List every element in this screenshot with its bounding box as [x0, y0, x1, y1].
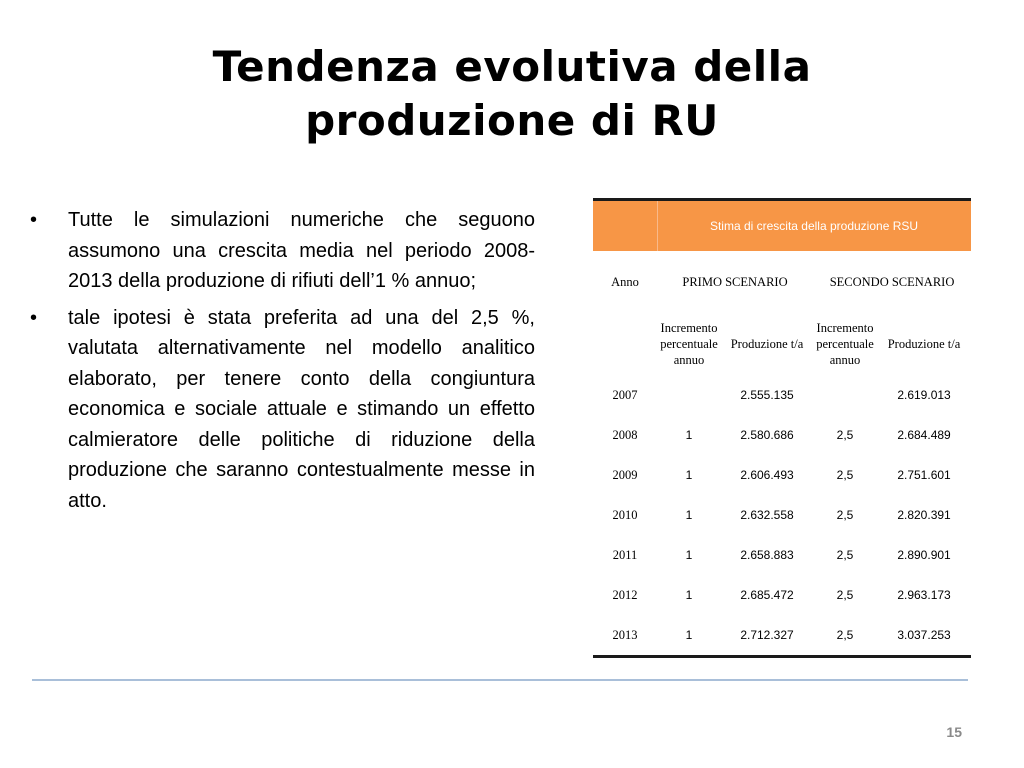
- cell-year: 2013: [612, 628, 638, 642]
- table-row: [593, 535, 971, 575]
- cell-increment-2: 2,5: [836, 628, 854, 642]
- cell-increment-1: 1: [685, 628, 693, 642]
- table-header-title: Stima di crescita della produzione RSU: [709, 219, 919, 233]
- cell-increment-2: 2,5: [836, 588, 854, 602]
- page-number: 15: [946, 724, 962, 740]
- scenario-2-header: SECONDO SCENARIO: [829, 275, 955, 289]
- table-header-band: [593, 201, 971, 251]
- cell-production-1: 2.632.558: [740, 508, 794, 522]
- bullet-item: [30, 303, 535, 517]
- cell-production-2: 2.890.901: [897, 548, 951, 562]
- bullet-text: Tutte le simulazioni numeriche che seguono assumono una crescita media nel periodo 2008-2013 della produzione di rifiuti dell’1 % annuo;: [68, 209, 535, 292]
- cell-increment-1: 1: [685, 508, 693, 522]
- cell-production-1: 2.580.686: [740, 428, 794, 442]
- table-row-scenarios: [593, 251, 971, 313]
- scenario-1-header: PRIMO SCENARIO: [682, 275, 788, 289]
- bullet-dot-icon: •: [30, 209, 38, 231]
- sub-increment-1: Incremento percentuale annuo: [660, 321, 718, 367]
- bullet-list: [30, 205, 535, 522]
- rsu-table: [593, 198, 971, 658]
- table-row-subheaders: [593, 313, 971, 375]
- cell-increment-1: [657, 375, 721, 415]
- cell-year: 2009: [612, 468, 638, 482]
- slide-title: [0, 40, 1024, 148]
- sub-production-2: Produzione t/a: [887, 337, 961, 351]
- cell-production-2: 2.619.013: [897, 388, 951, 402]
- table-row: [593, 495, 971, 535]
- table-row: [593, 575, 971, 615]
- table-header-corner: [593, 201, 658, 251]
- cell-year: 2011: [612, 548, 638, 562]
- cell-production-2: 3.037.253: [897, 628, 951, 642]
- table-body: [593, 251, 971, 655]
- cell-production-2: 2.751.601: [897, 468, 951, 482]
- cell-production-1: 2.658.883: [740, 548, 794, 562]
- col-year-header: Anno: [611, 275, 639, 289]
- footer-divider: [32, 679, 968, 681]
- bullet-dot-icon: •: [30, 306, 38, 329]
- cell-year: 2010: [612, 508, 638, 522]
- cell-production-1: 2.685.472: [740, 588, 794, 602]
- cell-increment-1: 1: [685, 468, 693, 482]
- cell-production-1: 2.606.493: [740, 468, 794, 482]
- cell-increment-2: 2,5: [836, 468, 854, 482]
- table-row: [593, 455, 971, 495]
- cell-production-2: 2.963.173: [897, 588, 951, 602]
- cell-increment-2: 2,5: [836, 508, 854, 522]
- cell-increment-2: 2,5: [836, 428, 854, 442]
- table-bottom-rule: [593, 655, 971, 658]
- cell-production-1: 2.555.135: [740, 388, 794, 402]
- sub-production-1: Produzione t/a: [730, 337, 804, 351]
- sub-increment-2: Incremento percentuale annuo: [816, 321, 874, 367]
- cell-increment-2: [813, 375, 877, 415]
- cell-increment-2: 2,5: [836, 548, 854, 562]
- empty-cell: [593, 313, 657, 375]
- table-row: [593, 375, 971, 415]
- cell-year: 2007: [612, 388, 638, 402]
- bullet-item: [30, 205, 535, 297]
- cell-increment-1: 1: [685, 428, 693, 442]
- table-row: [593, 615, 971, 655]
- bullet-text: tale ipotesi è stata preferita ad una del 2,5 %, valutata alternativamente nel modello analitico elaborato, per tenere conto della congiuntura economica e sociale attuale e stimando un effetto calmieratore delle politiche di riduzione della produzione che saranno contestualmente messe in atto.: [68, 306, 535, 512]
- cell-increment-1: 1: [685, 548, 693, 562]
- table-row: [593, 415, 971, 455]
- cell-production-2: 2.820.391: [897, 508, 951, 522]
- slide-title-line-1: Tendenza evolutiva della: [212, 42, 812, 91]
- slide-title-line-2: produzione di RU: [305, 96, 719, 145]
- cell-year: 2012: [612, 588, 638, 602]
- cell-production-2: 2.684.489: [897, 428, 951, 442]
- cell-increment-1: 1: [685, 588, 693, 602]
- cell-production-1: 2.712.327: [740, 628, 794, 642]
- cell-year: 2008: [612, 428, 638, 442]
